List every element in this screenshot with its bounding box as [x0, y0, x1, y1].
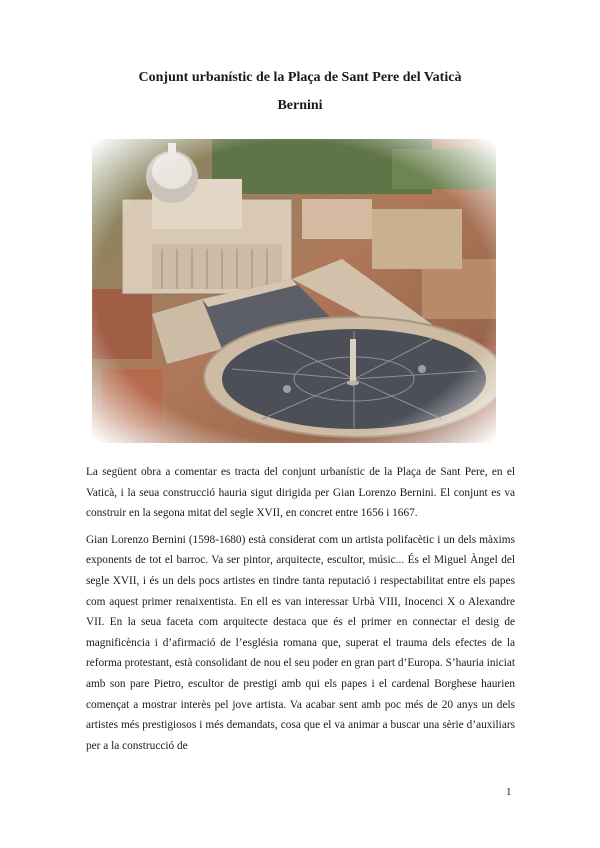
page-number: 1	[506, 786, 512, 798]
st-peters-square-aerial-photo	[92, 139, 496, 443]
paragraph: La següent obra a comentar es tracta del conjunt urbanístic de la Plaça de Sant Pere, en el Vaticà, i la seua construcció hauria sigut dirigida per Gian Lorenzo Bernini. El conjunt es va construir en la segona mitat del segle XVII, en concret entre 1656 i 1667.	[86, 466, 515, 520]
document-title: Conjunt urbanístic de la Plaça de Sant Pere del Vaticà	[138, 70, 462, 85]
paragraph: Gian Lorenzo Bernini (1598-1680) està considerat com un artista polifacètic i un dels màxims exponents de tot el barroc. Va ser pintor, arquitecte, escultor, músic... És el Miguel Àngel del segle XVII, i és un dels pocs artistes en tindre tanta reputació i respectabilitat entre els papes com aquest primer renaixentista. En ell es van interessar Urbà VIII, Inocenci X o Alexandre VII. En la seua faceta com arquitecte destaca que és el primer en connectar el desig de magnificència i d’afirmació de l’església romana que, superat el trauma dels efectes de la reforma protestant, està consolidant de nou el seu poder en gran part d’Europa. S’hauria iniciat amb son pare Pietro, escultor de prestigi amb qui els papes i el cardenal Borghese haurien començat a mostrar interès pel jove artista. Va acabar sent amb poc més de 20 anys un dels artistes més prestigiosos i més demandats, cosa que el va animar a buscar una sèrie d’auxiliars per a la construcció de	[86, 533, 515, 752]
document-author: Bernini	[277, 98, 323, 113]
body-text	[86, 462, 515, 762]
